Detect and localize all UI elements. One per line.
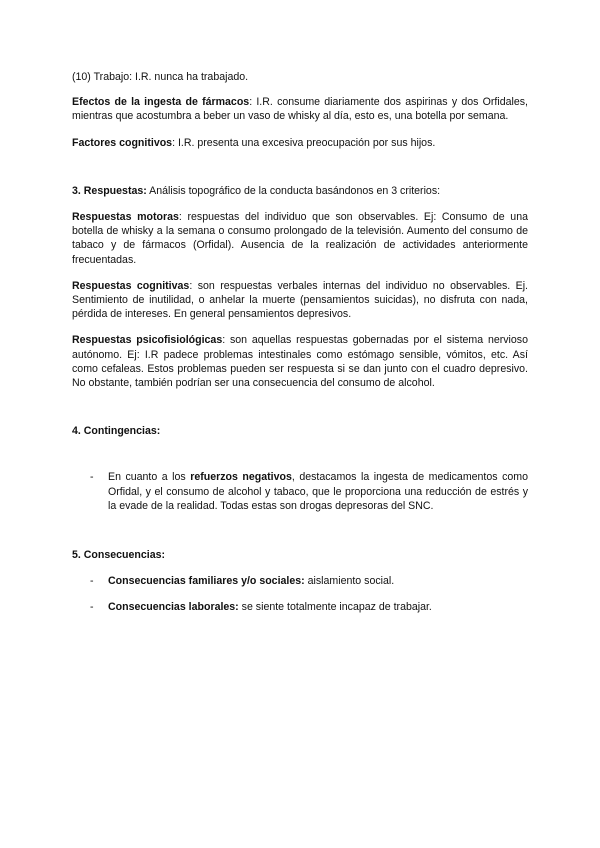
consecuencias-laborales-text: se siente totalmente incapaz de trabajar.: [238, 601, 432, 614]
dash-bullet-icon: -: [90, 471, 94, 484]
consecuencias-heading-label: 5. Consecuencias:: [72, 549, 166, 562]
respuestas-psicofisiologicas-label: Respuestas psicofisiológicas: [72, 334, 223, 347]
dash-bullet-icon: -: [90, 575, 94, 588]
factores-text: : I.R. presenta una excesiva preocupación por sus hijos.: [172, 136, 436, 149]
factores-label: Factores cognitivos: [72, 136, 173, 149]
respuestas-heading-label: 3. Respuestas:: [72, 184, 147, 197]
respuestas-cognitivas-label: Respuestas cognitivas: [72, 279, 190, 292]
respuestas-motoras-paragraph: [72, 210, 528, 267]
consecuencias-familiares-label: Consecuencias familiares y/o sociales:: [108, 575, 305, 588]
consecuencias-list-item-familiares: [72, 574, 528, 588]
consecuencias-familiares-text: aislamiento social.: [304, 575, 395, 588]
respuestas-cognitivas-paragraph: [72, 279, 528, 322]
contingencias-text-before: En cuanto a los: [108, 471, 191, 484]
document-body: [72, 70, 528, 615]
contingencias-heading: [72, 424, 528, 438]
efectos-paragraph: [72, 95, 528, 123]
consecuencias-list-item-laborales: [72, 600, 528, 614]
contingencias-heading-label: 4. Contingencias:: [72, 425, 161, 438]
efectos-label: Efectos de la ingesta de fármacos: [72, 96, 250, 109]
respuestas-heading: [72, 184, 528, 198]
respuestas-intro: Análisis topográfico de la conducta basándonos en 3 criterios:: [146, 184, 441, 197]
contingencias-list: [72, 470, 528, 513]
respuestas-motoras-label: Respuestas motoras: [72, 211, 179, 224]
respuestas-psicofisiologicas-text: : son aquellas respuestas gobernadas por el sistema nervioso autónomo. Ej: I.R padece problemas intestinales como estómago sensible, vómitos, etc. Así como cefaleas. Estos problemas pueden ser respuesta si se dan junto con el cuadro depresivo. No obstante, también podrían ser una consecuencia del consumo de alcohol.: [72, 334, 528, 390]
dash-bullet-icon: -: [90, 601, 94, 614]
trabajo-paragraph: [72, 70, 528, 84]
respuestas-motoras-text: : respuestas del individuo que son observables. Ej: Consumo de una botella de whisky a la semana o consumo prolongado de la televisión. Aumento del consumo de tabaco y de fármacos (Orfidal). Ausencia de la realización de actividades anteriormente frecuentadas.: [72, 211, 528, 266]
respuestas-cognitivas-text: : son respuestas verbales internas del individuo no observables. Ej. Sentimiento de inutilidad, o anhelar la muerte (pensamientos suicidas), no disfruta con nada, pérdida de intereses. En general pensamientos depresivos.: [72, 279, 528, 321]
consecuencias-laborales-label: Consecuencias laborales:: [108, 601, 239, 614]
contingencias-bold-term: refuerzos negativos: [190, 471, 292, 484]
consecuencias-heading: [72, 548, 528, 562]
efectos-text: : I.R. consume diariamente dos aspirinas y dos Orfidales, mientras que acostumbra a beber un vaso de whisky al día, esto es, una botella por semana.: [72, 96, 528, 123]
contingencias-list-item: [72, 470, 528, 513]
factores-paragraph: [72, 136, 528, 150]
contingencias-text-after: , destacamos la ingesta de medicamentos como Orfidal, y el consumo de alcohol y tabaco, que le proporciona una reducción de estrés y la evade de la realidad. Todas estas son drogas depresoras del SNC.: [108, 471, 528, 512]
consecuencias-list: [72, 574, 528, 614]
trabajo-text: (10) Trabajo: I.R. nunca ha trabajado.: [72, 71, 249, 83]
respuestas-psicofisiologicas-paragraph: [72, 333, 528, 390]
